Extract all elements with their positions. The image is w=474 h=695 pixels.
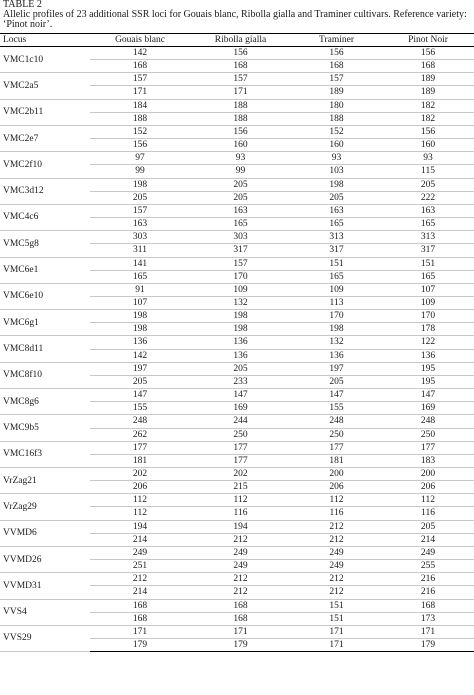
table-row <box>0 283 474 296</box>
allele-cell: 250 <box>382 428 474 441</box>
allele-cell: 249 <box>90 546 190 559</box>
allele-cell: 136 <box>291 349 382 362</box>
table-row <box>0 231 474 244</box>
allele-cell: 177 <box>291 441 382 454</box>
table-row <box>0 599 474 612</box>
locus-cell: VMC16f3 <box>0 441 90 467</box>
allele-cell: 214 <box>382 533 474 546</box>
allele-cell: 205 <box>291 375 382 388</box>
allele-cell: 212 <box>190 533 291 546</box>
allele-cell: 116 <box>382 507 474 520</box>
allele-cell: 205 <box>382 520 474 533</box>
allele-cell: 141 <box>90 257 190 270</box>
table-row <box>0 362 474 375</box>
allele-cell: 163 <box>190 204 291 217</box>
allele-cell: 180 <box>291 99 382 112</box>
allele-cell: 189 <box>382 86 474 99</box>
table-row <box>0 152 474 165</box>
allele-cell: 160 <box>291 139 382 152</box>
table-row <box>0 520 474 533</box>
allele-cell: 116 <box>190 507 291 520</box>
allele-cell: 249 <box>291 560 382 573</box>
allele-cell: 157 <box>90 204 190 217</box>
allele-cell: 189 <box>382 73 474 86</box>
allele-cell: 212 <box>190 573 291 586</box>
table-row <box>0 389 474 402</box>
allele-cell: 206 <box>291 481 382 494</box>
allele-cell: 168 <box>90 599 190 612</box>
allele-cell: 198 <box>90 310 190 323</box>
table-row <box>0 336 474 349</box>
allele-cell: 202 <box>190 468 291 481</box>
allele-cell: 151 <box>291 612 382 625</box>
allele-cell: 188 <box>90 112 190 125</box>
allele-cell: 170 <box>382 310 474 323</box>
allele-cell: 103 <box>291 165 382 178</box>
allele-cell: 311 <box>90 244 190 257</box>
table-row <box>0 546 474 559</box>
allele-cell: 244 <box>190 415 291 428</box>
allele-cell: 112 <box>291 494 382 507</box>
allele-cell: 147 <box>291 389 382 402</box>
allele-cell: 156 <box>190 125 291 138</box>
allele-cell: 188 <box>291 112 382 125</box>
allele-cell: 109 <box>291 283 382 296</box>
allele-cell: 165 <box>190 218 291 231</box>
allele-cell: 179 <box>190 639 291 652</box>
allele-cell: 198 <box>90 323 190 336</box>
allele-cell: 171 <box>90 86 190 99</box>
locus-cell: VMC8d11 <box>0 336 90 362</box>
allele-cell: 303 <box>90 231 190 244</box>
allele-cell: 91 <box>90 283 190 296</box>
allele-cell: 136 <box>90 336 190 349</box>
allele-cell: 212 <box>90 573 190 586</box>
locus-cell: VMC6g1 <box>0 310 90 336</box>
locus-cell: VVMD26 <box>0 546 90 572</box>
allele-cell: 205 <box>190 191 291 204</box>
allele-cell: 197 <box>90 362 190 375</box>
locus-cell: VMC6e10 <box>0 283 90 309</box>
allele-cell: 212 <box>291 533 382 546</box>
allele-cell: 179 <box>90 639 190 652</box>
allele-cell: 168 <box>190 599 291 612</box>
allele-cell: 112 <box>382 494 474 507</box>
allele-cell: 136 <box>190 336 291 349</box>
allele-cell: 160 <box>190 139 291 152</box>
allele-cell: 181 <box>291 454 382 467</box>
allele-cell: 233 <box>190 375 291 388</box>
allele-cell: 99 <box>190 165 291 178</box>
allele-cell: 171 <box>291 625 382 638</box>
allele-cell: 313 <box>382 231 474 244</box>
allele-cell: 198 <box>90 178 190 191</box>
table-row <box>0 125 474 138</box>
allele-cell: 136 <box>190 349 291 362</box>
allele-cell: 173 <box>382 612 474 625</box>
table-row <box>0 494 474 507</box>
allele-cell: 168 <box>291 60 382 73</box>
allele-cell: 178 <box>382 323 474 336</box>
allele-cell: 212 <box>190 586 291 599</box>
allele-cell: 151 <box>291 599 382 612</box>
allele-cell: 195 <box>382 375 474 388</box>
allele-cell: 165 <box>90 270 190 283</box>
locus-cell: VMC2f10 <box>0 152 90 178</box>
allele-cell: 188 <box>190 99 291 112</box>
allele-cell: 248 <box>90 415 190 428</box>
allele-cell: 313 <box>291 231 382 244</box>
allele-cell: 156 <box>382 125 474 138</box>
allele-cell: 155 <box>90 402 190 415</box>
allele-cell: 93 <box>190 152 291 165</box>
allele-cell: 112 <box>90 507 190 520</box>
allele-cell: 212 <box>291 573 382 586</box>
table-row <box>0 257 474 270</box>
allele-cell: 198 <box>291 178 382 191</box>
allele-cell: 205 <box>291 191 382 204</box>
table-row <box>0 47 474 60</box>
allele-cell: 169 <box>190 402 291 415</box>
allele-cell: 198 <box>190 310 291 323</box>
locus-cell: VMC3d12 <box>0 178 90 204</box>
table-label: TABLE 2 <box>3 0 42 10</box>
allele-cell: 99 <box>90 165 190 178</box>
table-row <box>0 99 474 112</box>
allele-cell: 195 <box>382 362 474 375</box>
allele-cell: 249 <box>382 546 474 559</box>
allele-cell: 165 <box>382 270 474 283</box>
allele-cell: 177 <box>190 441 291 454</box>
allele-cell: 216 <box>382 586 474 599</box>
allele-cell: 214 <box>90 586 190 599</box>
table-body <box>0 47 474 652</box>
allele-cell: 93 <box>291 152 382 165</box>
allele-cell: 155 <box>291 402 382 415</box>
allele-cell: 170 <box>291 310 382 323</box>
table-row <box>0 204 474 217</box>
allele-cell: 214 <box>90 533 190 546</box>
locus-cell: VVMD6 <box>0 520 90 546</box>
table-row <box>0 73 474 86</box>
allele-cell: 156 <box>291 47 382 60</box>
allele-cell: 317 <box>291 244 382 257</box>
locus-cell: VVS4 <box>0 599 90 625</box>
allele-cell: 216 <box>382 573 474 586</box>
allele-cell: 188 <box>190 112 291 125</box>
locus-cell: VMC2b11 <box>0 99 90 125</box>
allele-cell: 248 <box>382 415 474 428</box>
allele-cell: 182 <box>382 112 474 125</box>
allele-cell: 183 <box>382 454 474 467</box>
allele-cell: 249 <box>190 560 291 573</box>
table-header-row <box>0 34 474 47</box>
allele-cell: 205 <box>190 178 291 191</box>
allele-cell: 205 <box>382 178 474 191</box>
allele-cell: 215 <box>190 481 291 494</box>
table-row <box>0 441 474 454</box>
allele-cell: 156 <box>90 139 190 152</box>
allele-cell: 194 <box>90 520 190 533</box>
allele-cell: 198 <box>190 323 291 336</box>
allele-cell: 255 <box>382 560 474 573</box>
allele-cell: 250 <box>291 428 382 441</box>
allele-cell: 156 <box>382 47 474 60</box>
allele-cell: 147 <box>190 389 291 402</box>
allele-cell: 109 <box>382 296 474 309</box>
allele-cell: 171 <box>190 625 291 638</box>
allele-cell: 112 <box>90 494 190 507</box>
allele-cell: 168 <box>382 599 474 612</box>
allele-cell: 177 <box>190 454 291 467</box>
locus-cell: VVMD31 <box>0 573 90 599</box>
allele-cell: 205 <box>90 191 190 204</box>
allele-cell: 157 <box>190 73 291 86</box>
allelic-profiles-table <box>0 33 474 652</box>
allele-cell: 262 <box>90 428 190 441</box>
allele-cell: 205 <box>190 362 291 375</box>
locus-cell: VMC2a5 <box>0 73 90 99</box>
allele-cell: 248 <box>291 415 382 428</box>
allele-cell: 168 <box>382 60 474 73</box>
allele-cell: 152 <box>291 125 382 138</box>
locus-cell: VMC8f10 <box>0 362 90 388</box>
allele-cell: 107 <box>90 296 190 309</box>
locus-cell: VrZag29 <box>0 494 90 520</box>
allele-cell: 109 <box>190 283 291 296</box>
allele-cell: 112 <box>190 494 291 507</box>
locus-cell: VMC9b5 <box>0 415 90 441</box>
allele-cell: 151 <box>382 257 474 270</box>
locus-cell: VMC1c10 <box>0 47 90 73</box>
allele-cell: 107 <box>382 283 474 296</box>
allele-cell: 206 <box>90 481 190 494</box>
allele-cell: 212 <box>291 520 382 533</box>
allele-cell: 205 <box>90 375 190 388</box>
allele-cell: 251 <box>90 560 190 573</box>
table-caption <box>3 0 471 30</box>
allele-cell: 317 <box>382 244 474 257</box>
allele-cell: 115 <box>382 165 474 178</box>
allele-cell: 116 <box>291 507 382 520</box>
locus-cell: VMC5g8 <box>0 231 90 257</box>
allele-cell: 93 <box>382 152 474 165</box>
allele-cell: 200 <box>382 468 474 481</box>
allele-cell: 212 <box>291 586 382 599</box>
allele-cell: 184 <box>90 99 190 112</box>
allele-cell: 171 <box>382 625 474 638</box>
table-row <box>0 178 474 191</box>
allele-cell: 168 <box>90 60 190 73</box>
header-locus: Locus <box>0 34 90 47</box>
allele-cell: 249 <box>291 546 382 559</box>
allele-cell: 152 <box>90 125 190 138</box>
allele-cell: 206 <box>382 481 474 494</box>
allele-cell: 163 <box>90 218 190 231</box>
allele-cell: 200 <box>291 468 382 481</box>
allele-cell: 142 <box>90 47 190 60</box>
allele-cell: 171 <box>90 625 190 638</box>
allele-cell: 147 <box>382 389 474 402</box>
allele-cell: 189 <box>291 86 382 99</box>
allele-cell: 177 <box>90 441 190 454</box>
allele-cell: 177 <box>382 441 474 454</box>
locus-cell: VrZag21 <box>0 468 90 494</box>
allele-cell: 165 <box>382 218 474 231</box>
allele-cell: 142 <box>90 349 190 362</box>
allele-cell: 222 <box>382 191 474 204</box>
locus-cell: VMC4c6 <box>0 204 90 230</box>
header-gouais-blanc: Gouais blanc <box>90 34 190 47</box>
allele-cell: 113 <box>291 296 382 309</box>
allele-cell: 163 <box>291 204 382 217</box>
table-row <box>0 573 474 586</box>
table-caption-text: Allelic profiles of 23 additional SSR loci for Gouais blanc, Ribolla gialla and Traminer cultivars. Reference variety: ‘Pinot noir’. <box>3 9 467 30</box>
allele-cell: 170 <box>190 270 291 283</box>
allele-cell: 197 <box>291 362 382 375</box>
allele-cell: 250 <box>190 428 291 441</box>
table-row <box>0 310 474 323</box>
allele-cell: 165 <box>291 218 382 231</box>
allele-cell: 182 <box>382 99 474 112</box>
allele-cell: 156 <box>190 47 291 60</box>
allele-cell: 169 <box>382 402 474 415</box>
allele-cell: 160 <box>382 139 474 152</box>
locus-cell: VMC2e7 <box>0 125 90 151</box>
header-traminer: Traminer <box>291 34 382 47</box>
allele-cell: 163 <box>382 204 474 217</box>
allele-cell: 202 <box>90 468 190 481</box>
allele-cell: 194 <box>190 520 291 533</box>
locus-cell: VMC6e1 <box>0 257 90 283</box>
allele-cell: 249 <box>190 546 291 559</box>
allele-cell: 147 <box>90 389 190 402</box>
allele-cell: 165 <box>291 270 382 283</box>
header-pinot-noir: Pinot Noir <box>382 34 474 47</box>
allele-cell: 157 <box>291 73 382 86</box>
allele-cell: 151 <box>291 257 382 270</box>
allele-cell: 132 <box>291 336 382 349</box>
header-ribolla-gialla: Ribolla gialla <box>190 34 291 47</box>
allele-cell: 171 <box>291 639 382 652</box>
allele-cell: 179 <box>382 639 474 652</box>
allele-cell: 303 <box>190 231 291 244</box>
allele-cell: 171 <box>190 86 291 99</box>
allele-cell: 132 <box>190 296 291 309</box>
locus-cell: VMC8g6 <box>0 389 90 415</box>
allele-cell: 157 <box>90 73 190 86</box>
allele-cell: 181 <box>90 454 190 467</box>
allele-cell: 168 <box>90 612 190 625</box>
allele-cell: 97 <box>90 152 190 165</box>
table-row <box>0 415 474 428</box>
table-row <box>0 625 474 638</box>
allele-cell: 168 <box>190 60 291 73</box>
allele-cell: 136 <box>382 349 474 362</box>
allele-cell: 198 <box>291 323 382 336</box>
table-row <box>0 468 474 481</box>
allele-cell: 168 <box>190 612 291 625</box>
allele-cell: 122 <box>382 336 474 349</box>
locus-cell: VVS29 <box>0 625 90 651</box>
allele-cell: 317 <box>190 244 291 257</box>
allele-cell: 157 <box>190 257 291 270</box>
